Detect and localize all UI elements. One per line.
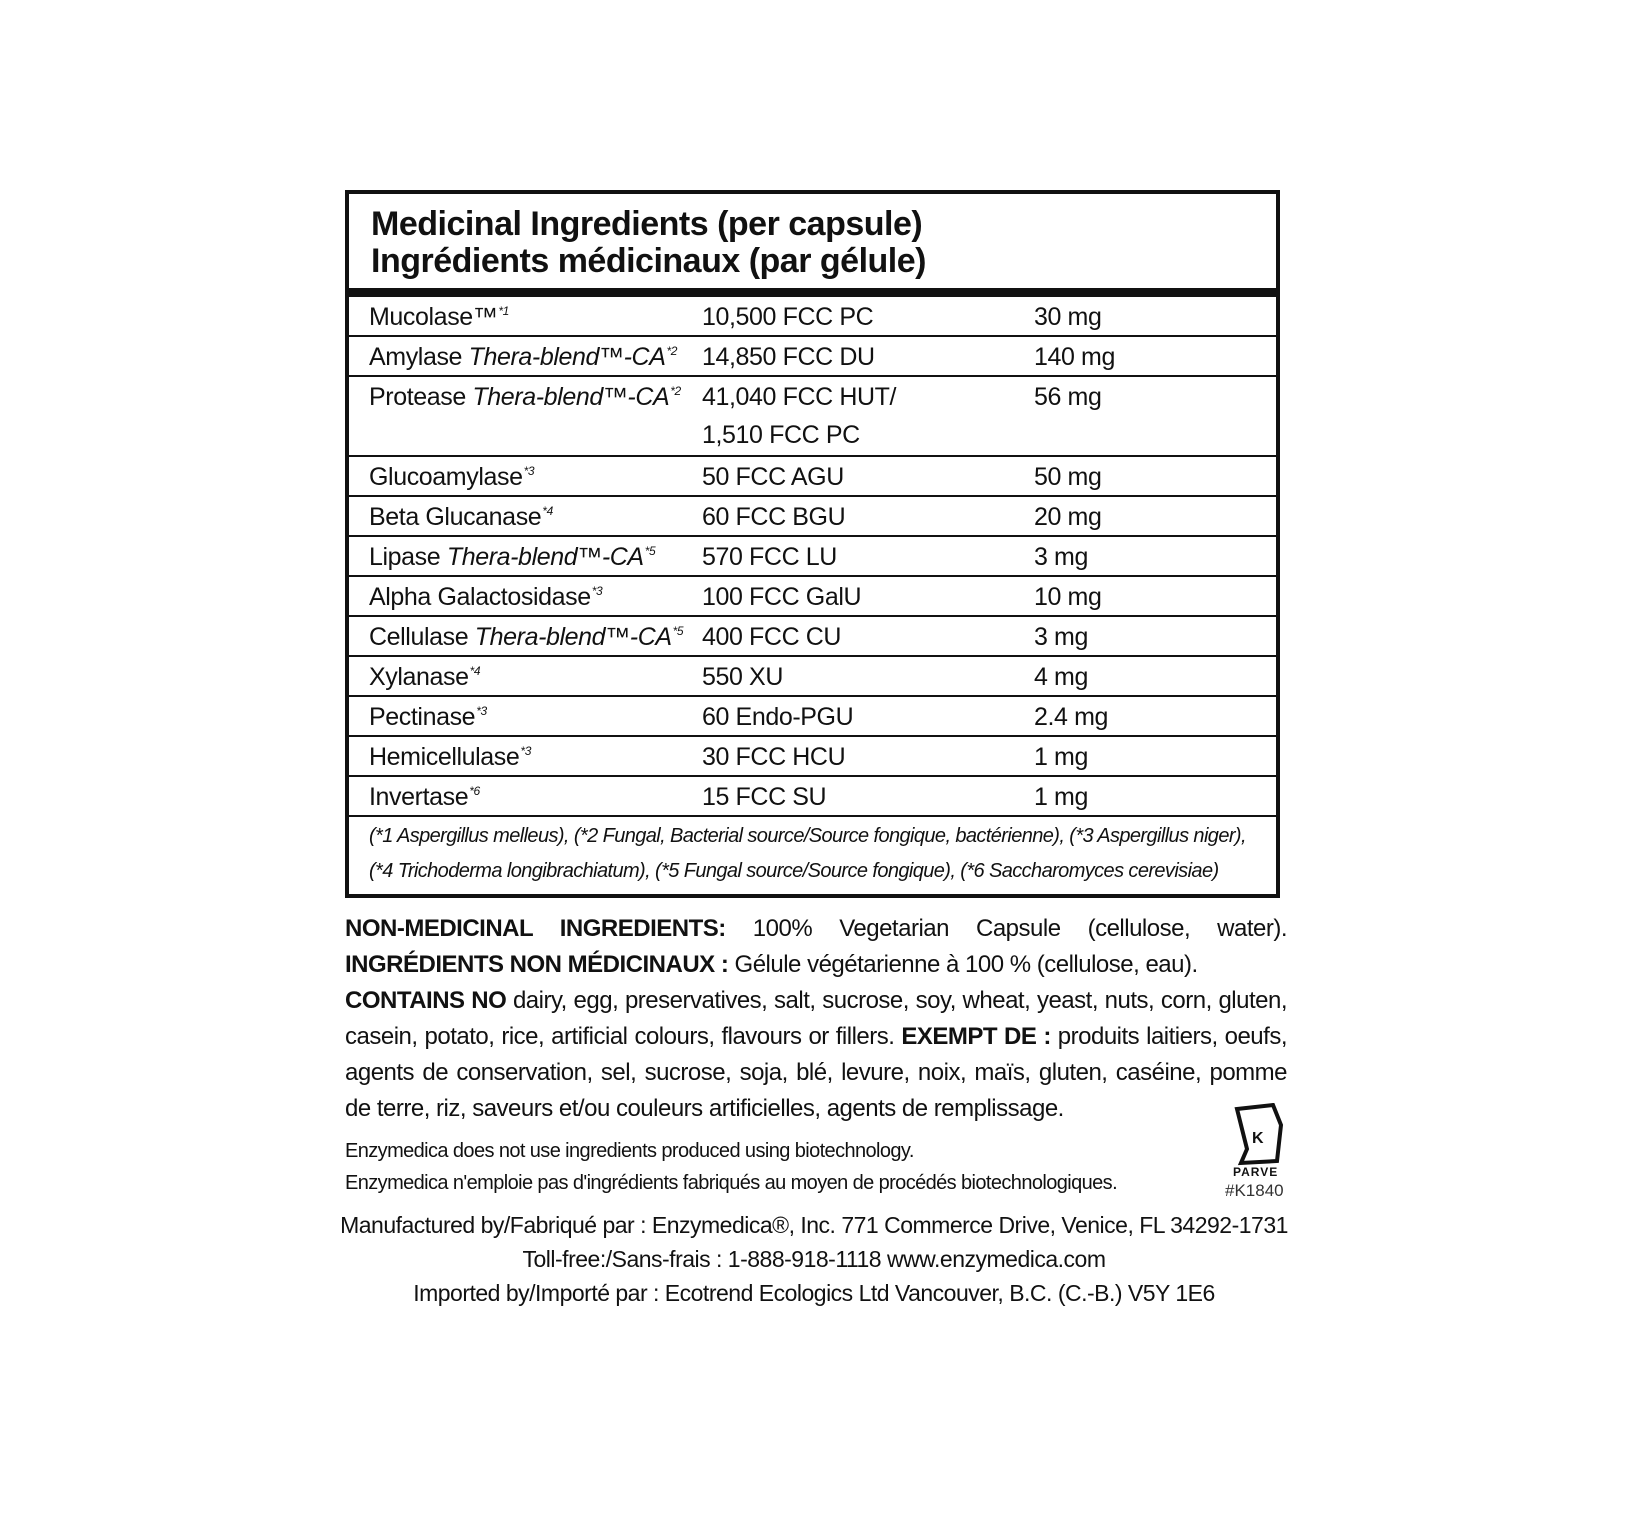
ingredient-activity: 550 XU [702,663,783,691]
ingredient-name-cell [369,703,487,732]
ingredient-name-cell [369,383,681,412]
ingredient-amount: 4 mg [1034,663,1088,691]
title-english: Medicinal Ingredients (per capsule) [371,205,923,243]
ingredient-name-cell [369,503,553,532]
table-row [349,457,1276,497]
header-divider [349,288,1276,297]
non-medicinal-text: 100% Vegetarian Capsule (cellulose, water). [725,915,1288,942]
footnote-line-1: (*1 Aspergillus melleus), (*2 Fungal, Bacterial source/Source fongique, bactérienne), (*3 Aspergillus niger), [369,825,1246,847]
ingredient-activity: 60 Endo-PGU [702,703,854,731]
ingredient-amount: 20 mg [1034,503,1102,531]
ingredient-name-cell [369,623,683,652]
medicinal-ingredients-panel [345,190,1280,898]
ingredient-footnote-ref: *2 [666,344,678,358]
ingredient-activity: 60 FCC BGU [702,503,846,531]
ingredient-name: Alpha Galactosidase [369,583,591,611]
ingredient-name: Protease [369,383,473,411]
ingredient-amount: 10 mg [1034,583,1102,611]
non-medicinal-label-fr: INGRÉDIENTS NON MÉDICINAUX : [345,951,729,978]
ingredient-footnote-ref: *5 [672,624,684,638]
ingredient-activity: 10,500 FCC PC [702,303,874,331]
ingredient-amount: 1 mg [1034,743,1088,771]
exempt-de-text: produits laitiers, oeufs, agents de conservation, sel, sucrose, soja, blé, levure, noix, maïs, gluten, caséine, pomme de terre, riz, saveurs et/ou couleurs artificielles, agents de remplissage. [345,1023,1287,1122]
ingredient-name-cell [369,743,531,772]
ingredient-footnote-ref: *5 [644,544,656,558]
ingredient-activity: 41,040 FCC HUT/ [702,383,897,411]
panel-header [349,194,1276,288]
ingredient-footnote-ref: *3 [520,744,531,758]
ingredient-footnote-ref: *3 [591,584,603,598]
non-medicinal-paragraph [345,911,1287,983]
ingredient-name-cell [369,463,534,492]
ingredient-name-cell [369,343,677,372]
ingredient-amount: 140 mg [1034,343,1115,371]
ingredient-rows [349,297,1276,817]
biotech-statement [345,1135,1117,1199]
ingredient-name: Pectinase [369,703,476,731]
parve-label: PARVE [1233,1165,1279,1179]
ingredient-name-cell [369,543,655,572]
ingredient-footnote-ref: *3 [523,464,535,478]
table-row [349,497,1276,537]
exempt-de-label: EXEMPT DE : [901,1023,1051,1050]
table-row [349,377,1276,457]
ingredient-name-cell [369,783,480,812]
kosher-logo-icon [1233,1103,1285,1167]
ingredient-footnote-ref: *4 [542,504,553,518]
biotech-french: Enzymedica n'emploie pas d'ingrédients fabriqués au moyen de procédés biotechnologiques. [345,1172,1118,1194]
table-row [349,577,1276,617]
importer-line: Imported by/Importé par : Ecotrend Ecologics Ltd Vancouver, B.C. (C.-B.) V5Y 1E6 [413,1280,1215,1306]
ingredient-amount: 3 mg [1034,623,1088,651]
ingredient-activity: 14,850 FCC DU [702,343,875,371]
ingredient-activity: 570 FCC LU [702,543,837,571]
contains-no-label: CONTAINS NO [345,987,507,1014]
table-row [349,617,1276,657]
ingredient-activity: 30 FCC HCU [702,743,846,771]
ingredient-name: Lipase [369,543,447,571]
manufacturer-line: Manufactured by/Fabriqué par : Enzymedica®, Inc. 771 Commerce Drive, Venice, FL 34292-1731 [340,1212,1288,1238]
table-row [349,657,1276,697]
ingredient-name-cell [369,663,480,692]
ingredient-amount: 2.4 mg [1034,703,1109,731]
ingredient-name: Amylase [369,343,469,371]
ingredient-name-cell [369,583,602,612]
ingredient-amount: 50 mg [1034,463,1102,491]
ingredient-activity: 400 FCC CU [702,623,842,651]
kosher-letter: K [1252,1130,1264,1147]
contains-no-paragraph [345,983,1287,1127]
non-medicinal-text-fr: Gélule végétarienne à 100 % (cellulose, eau). [728,951,1198,978]
footnote-line-2: (*4 Trichoderma longibrachiatum), (*5 Fungal source/Source fongique), (*6 Saccharomyces cerevisiae) [369,860,1219,882]
ingredient-footnote-ref: *2 [670,384,681,398]
ingredient-amount: 56 mg [1034,383,1102,411]
table-row [349,777,1276,817]
ingredient-amount: 30 mg [1034,303,1102,331]
ingredient-amount: 3 mg [1034,543,1088,571]
table-row [349,737,1276,777]
ingredient-footnote-ref: *1 [498,304,509,318]
ingredient-name: Mucolase™ [369,303,498,331]
table-row [349,297,1276,337]
ingredient-amount: 1 mg [1034,783,1088,811]
ingredient-footnote-ref: *3 [476,704,487,718]
ingredient-name: Invertase [369,783,469,811]
kosher-code: #K1840 [1225,1181,1284,1200]
ingredient-name: Cellulase [369,623,475,651]
ingredient-blend: Thera-blend™-CA [472,383,670,411]
ingredient-name: Xylanase [369,663,469,691]
footnotes [349,817,1276,889]
table-row [349,337,1276,377]
toll-free-line: Toll-free:/Sans-frais : 1-888-918-1118 www.enzymedica.com [522,1246,1106,1272]
biotech-english: Enzymedica does not use ingredients produced using biotechnology. [345,1140,914,1162]
title-french: Ingrédients médicinaux (par gélule) [371,242,926,280]
ingredient-activity-line-2: 1,510 FCC PC [702,421,860,449]
ingredient-blend: Thera-blend™-CA [468,343,666,371]
ingredient-name: Hemicellulase [369,743,520,771]
table-row [349,697,1276,737]
ingredient-statements [345,911,1287,1127]
ingredient-activity: 100 FCC GalU [702,583,862,611]
ingredient-activity: 15 FCC SU [702,783,827,811]
ingredient-name-cell [369,303,509,332]
table-row [349,537,1276,577]
ingredient-blend: Thera-blend™-CA [446,543,644,571]
ingredient-blend: Thera-blend™-CA [474,623,672,651]
kosher-symbol [1225,1103,1293,1203]
ingredient-footnote-ref: *6 [469,784,480,798]
ingredient-name: Beta Glucanase [369,503,542,531]
manufacturer-info [0,1208,1628,1310]
ingredient-name: Glucoamylase [369,463,523,491]
contains-no-text: dairy, egg, preservatives, salt, sucrose, soy, wheat, yeast, nuts, corn, gluten, casein, potato, rice, artificial colours, flavours or fillers. [345,987,1288,1050]
ingredient-activity: 50 FCC AGU [702,463,844,491]
non-medicinal-label: NON-MEDICINAL INGREDIENTS: [345,915,726,942]
ingredient-footnote-ref: *4 [469,664,481,678]
